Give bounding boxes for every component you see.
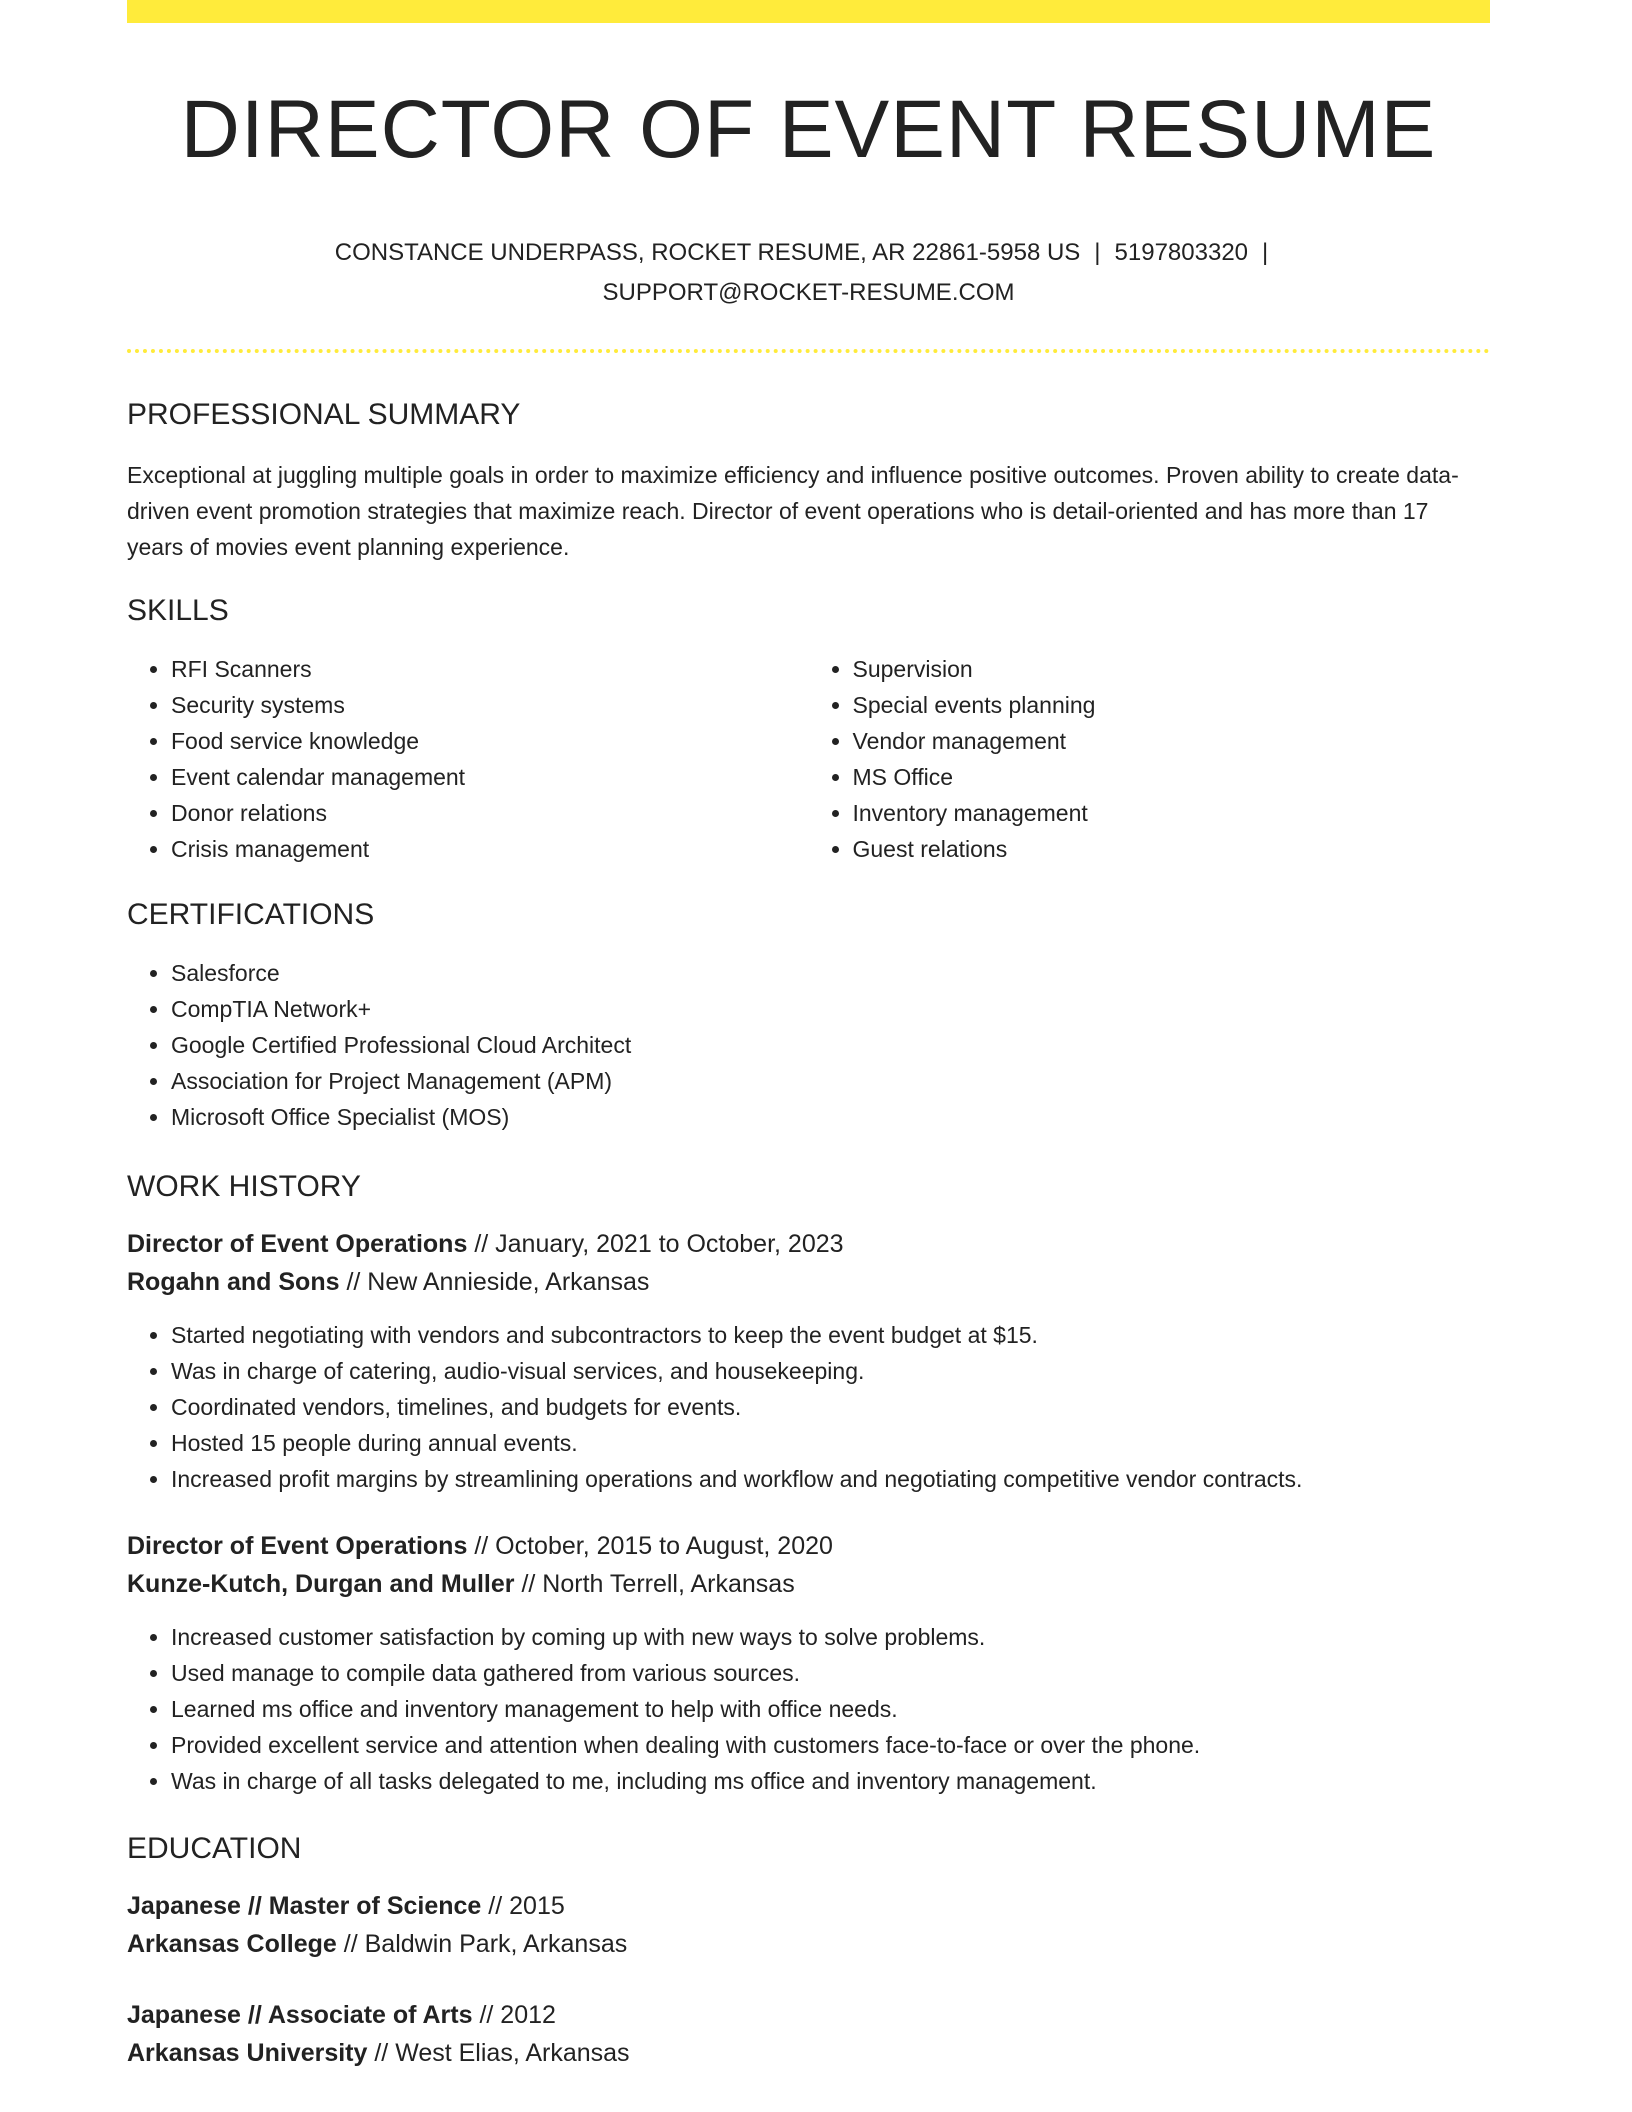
certification-item: • Microsoft Office Specialist (MOS) <box>171 1099 1490 1135</box>
contact-email: SUPPORT@ROCKET-RESUME.COM <box>602 279 1015 307</box>
work-heading: WORK HISTORY <box>127 1170 361 1204</box>
certification-item: • Google Certified Professional Cloud Architect <box>171 1027 1490 1063</box>
education-school-line <box>127 1925 1490 1963</box>
job-bullet: • Increased customer satisfaction by coming up with new ways to solve problems. <box>171 1619 1490 1655</box>
skill-item: • Inventory management <box>853 795 1491 831</box>
job-bullet: • Was in charge of all tasks delegated to me, including ms office and inventory management. <box>171 1763 1490 1799</box>
skill-item: • Security systems <box>171 687 809 723</box>
job-bullet: • Provided excellent service and attention when dealing with customers face-to-face or over the phone. <box>171 1727 1490 1763</box>
summary-section <box>127 397 1490 565</box>
certifications-heading: CERTIFICATIONS <box>127 898 375 932</box>
job-bullet: • Coordinated vendors, timelines, and budgets for events. <box>171 1389 1490 1425</box>
skill-item: • Food service knowledge <box>171 723 809 759</box>
summary-heading: PROFESSIONAL SUMMARY <box>127 398 521 432</box>
certifications-section <box>127 897 1490 1135</box>
job-title: Director of Event Operations <box>127 1230 468 1259</box>
education-degree-line <box>127 1887 1490 1925</box>
job-bullet: • Started negotiating with vendors and subcontractors to keep the event budget at $15. <box>171 1317 1490 1353</box>
certification-item: • Salesforce <box>171 955 1490 991</box>
job-title-line <box>127 1527 1490 1565</box>
education-section <box>127 1831 1490 2072</box>
job-bullets <box>127 1619 1490 1799</box>
skill-item: • Donor relations <box>171 795 809 831</box>
top-accent-bar <box>127 0 1490 23</box>
education-degree: Japanese // Master of Science <box>127 1892 482 1921</box>
skills-heading: SKILLS <box>127 594 229 628</box>
job-company: Kunze-Kutch, Durgan and Muller <box>127 1570 515 1599</box>
job-company: Rogahn and Sons <box>127 1268 340 1297</box>
job-dates: // January, 2021 to October, 2023 <box>474 1230 844 1259</box>
education-school: Arkansas University <box>127 2039 368 2068</box>
certification-item: • CompTIA Network+ <box>171 991 1490 1027</box>
skill-item: • Special events planning <box>853 687 1491 723</box>
education-year: // 2012 <box>479 2001 556 2030</box>
education-year: // 2015 <box>488 1892 565 1921</box>
resume-title: DIRECTOR OF EVENT RESUME <box>180 84 1437 175</box>
education-location: // Baldwin Park, Arkansas <box>343 1930 628 1959</box>
job-entry <box>127 1527 1490 1799</box>
summary-text: Exceptional at juggling multiple goals in order to maximize efficiency and influence positive outcomes. Proven ability to create data-driven event promotion strategies that maximize reach. Director of event operations who is detail-oriented and has more than 17 years of movies event planning experience. <box>127 462 1459 561</box>
contact-separator: | <box>1094 239 1101 267</box>
skills-list-left <box>127 651 809 867</box>
contact-phone: 5197803320 <box>1114 239 1249 267</box>
education-school: Arkansas College <box>127 1930 337 1959</box>
job-location: // North Terrell, Arkansas <box>521 1570 795 1599</box>
job-dates: // October, 2015 to August, 2020 <box>474 1532 833 1561</box>
education-degree-line <box>127 1996 1490 2034</box>
contact-info <box>309 233 1309 313</box>
job-entry <box>127 1225 1490 1497</box>
skills-columns <box>127 651 1490 867</box>
skill-item: • MS Office <box>853 759 1491 795</box>
job-bullet: • Used manage to compile data gathered from various sources. <box>171 1655 1490 1691</box>
certifications-list <box>127 955 1490 1135</box>
education-entry <box>127 1887 1490 1963</box>
resume-page <box>127 0 1490 2072</box>
job-company-line <box>127 1263 1490 1301</box>
contact-separator: | <box>1262 239 1269 267</box>
education-location: // West Elias, Arkansas <box>374 2039 630 2068</box>
job-title-line <box>127 1225 1490 1263</box>
skill-item: • Supervision <box>853 651 1491 687</box>
certification-item: • Association for Project Management (APM) <box>171 1063 1490 1099</box>
education-heading: EDUCATION <box>127 1832 302 1866</box>
job-bullet: • Learned ms office and inventory management to help with office needs. <box>171 1691 1490 1727</box>
job-title: Director of Event Operations <box>127 1532 468 1561</box>
job-bullet: • Hosted 15 people during annual events. <box>171 1425 1490 1461</box>
skills-section <box>127 593 1490 867</box>
skill-item: • Event calendar management <box>171 759 809 795</box>
job-bullets <box>127 1317 1490 1497</box>
job-bullet: • Was in charge of catering, audio-visual services, and housekeeping. <box>171 1353 1490 1389</box>
job-company-line <box>127 1565 1490 1603</box>
skill-item: • Vendor management <box>853 723 1491 759</box>
work-section <box>127 1169 1490 1799</box>
education-school-line <box>127 2034 1490 2072</box>
skill-item: • RFI Scanners <box>171 651 809 687</box>
job-bullet: • Increased profit margins by streamlining operations and workflow and negotiating competitive vendor contracts. <box>171 1461 1490 1497</box>
skill-item: • Guest relations <box>853 831 1491 867</box>
skill-item: • Crisis management <box>171 831 809 867</box>
dotted-divider <box>127 349 1490 353</box>
contact-address: CONSTANCE UNDERPASS, ROCKET RESUME, AR 22861-5958 US <box>334 239 1081 267</box>
education-entry <box>127 1996 1490 2072</box>
job-location: // New Annieside, Arkansas <box>346 1268 650 1297</box>
education-degree: Japanese // Associate of Arts <box>127 2001 473 2030</box>
skills-list-right <box>809 651 1491 867</box>
